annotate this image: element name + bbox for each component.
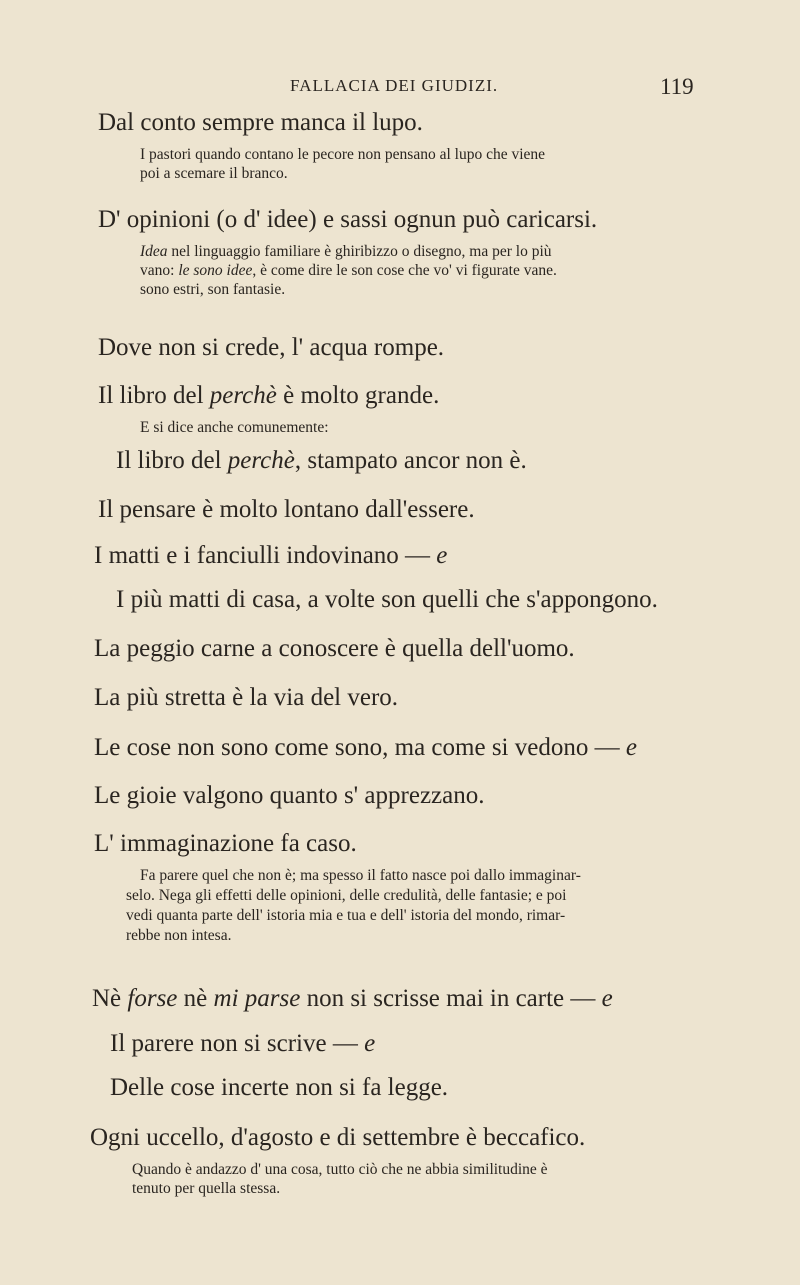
- commentary-1: [140, 145, 800, 183]
- proverb-1: Dal conto sempre manca il lupo.: [98, 109, 423, 136]
- running-title: FALLACIA DEI GIUDIZI.: [290, 76, 499, 95]
- text-run: Il libro del: [98, 382, 210, 409]
- text-run: non si scrisse mai in carte —: [300, 985, 602, 1012]
- italic-term: Idea: [140, 243, 168, 260]
- text-run: , è come dire le son cose che vo' vi figurate vane.: [252, 262, 557, 279]
- commentary-line: rebbe non intesa.: [126, 927, 232, 944]
- commentary-line: sono estri, son fantasie.: [140, 281, 286, 298]
- commentary-line: poi a scemare il branco.: [140, 165, 288, 182]
- text-run: I matti e i fanciulli indovinano —: [94, 542, 437, 569]
- commentary-line: [140, 261, 800, 280]
- italic-term: e: [436, 542, 448, 569]
- commentary-line: Fa parere quel che non è; ma spesso il fatto nasce poi dallo immaginar-: [140, 867, 581, 884]
- proverb-6: [94, 541, 800, 571]
- commentary-line: selo. Nega gli effetti delle opinioni, delle credulità, delle fantasie; e poi: [126, 887, 567, 904]
- text-run: Il libro del: [116, 447, 228, 474]
- commentary-line: E si dice anche comunemente:: [140, 419, 329, 436]
- commentary-line: tenuto per quella stessa.: [132, 1180, 281, 1197]
- commentary-13: [132, 1160, 800, 1198]
- proverb-12-variant-2: Delle cose incerte non si fa legge.: [110, 1074, 449, 1101]
- proverb-12: [92, 984, 800, 1014]
- proverb-4-variant: [116, 446, 800, 476]
- commentary-line: I pastori quando contano le pecore non pensano al lupo che viene: [140, 146, 546, 163]
- text-run: vano:: [140, 262, 179, 279]
- page-header: [0, 76, 800, 106]
- text-run: , stampato ancor non è.: [294, 447, 527, 474]
- text-run: è molto grande.: [276, 382, 440, 409]
- commentary-line: vedi quanta parte dell' istoria mia e tua e dell' istoria del mondo, rimar-: [126, 907, 566, 924]
- proverb-3: Dove non si crede, l' acqua rompe.: [98, 334, 445, 361]
- proverb-10: Le gioie valgono quanto s' apprezzano.: [94, 782, 485, 809]
- proverb-9: [94, 733, 800, 763]
- italic-term: forse: [127, 985, 178, 1012]
- text-run: nel linguaggio familiare è ghiribizzo o disegno, ma per lo più: [167, 243, 552, 260]
- commentary-line: Quando è andazzo d' una cosa, tutto ciò che ne abbia similitudine è: [132, 1161, 548, 1178]
- proverb-8: La più stretta è la via del vero.: [94, 684, 399, 711]
- proverb-4: [98, 381, 800, 411]
- italic-term: e: [601, 985, 613, 1012]
- commentary-2: [140, 242, 800, 299]
- proverb-5: Il pensare è molto lontano dall'essere.: [98, 496, 475, 523]
- italic-term: perchè: [227, 447, 295, 474]
- proverb-13: Ogni uccello, d'agosto e di settembre è beccafico.: [90, 1124, 586, 1151]
- italic-term: le sono idee: [178, 262, 253, 279]
- italic-term: perchè: [209, 382, 277, 409]
- proverb-7: La peggio carne a conoscere è quella dell'uomo.: [94, 635, 575, 662]
- proverb-12-variant-1: [110, 1029, 800, 1059]
- text-run: Le cose non sono come sono, ma come si vedono —: [94, 734, 626, 761]
- proverb-11: L' immaginazione fa caso.: [94, 830, 357, 857]
- text-run: nè: [177, 985, 214, 1012]
- italic-term: mi parse: [213, 985, 301, 1012]
- proverb-6-variant: I più matti di casa, a volte son quelli che s'appongono.: [116, 586, 658, 613]
- page-number: 119: [660, 74, 694, 99]
- text-run: Nè: [92, 985, 128, 1012]
- italic-term: e: [364, 1030, 376, 1057]
- proverb-2: D' opinioni (o d' idee) e sassi ognun può caricarsi.: [98, 206, 598, 233]
- italic-term: e: [625, 734, 637, 761]
- commentary-line: [140, 242, 800, 261]
- commentary-11: [126, 866, 800, 946]
- text-run: Il parere non si scrive —: [110, 1030, 365, 1057]
- commentary-4: [140, 418, 800, 437]
